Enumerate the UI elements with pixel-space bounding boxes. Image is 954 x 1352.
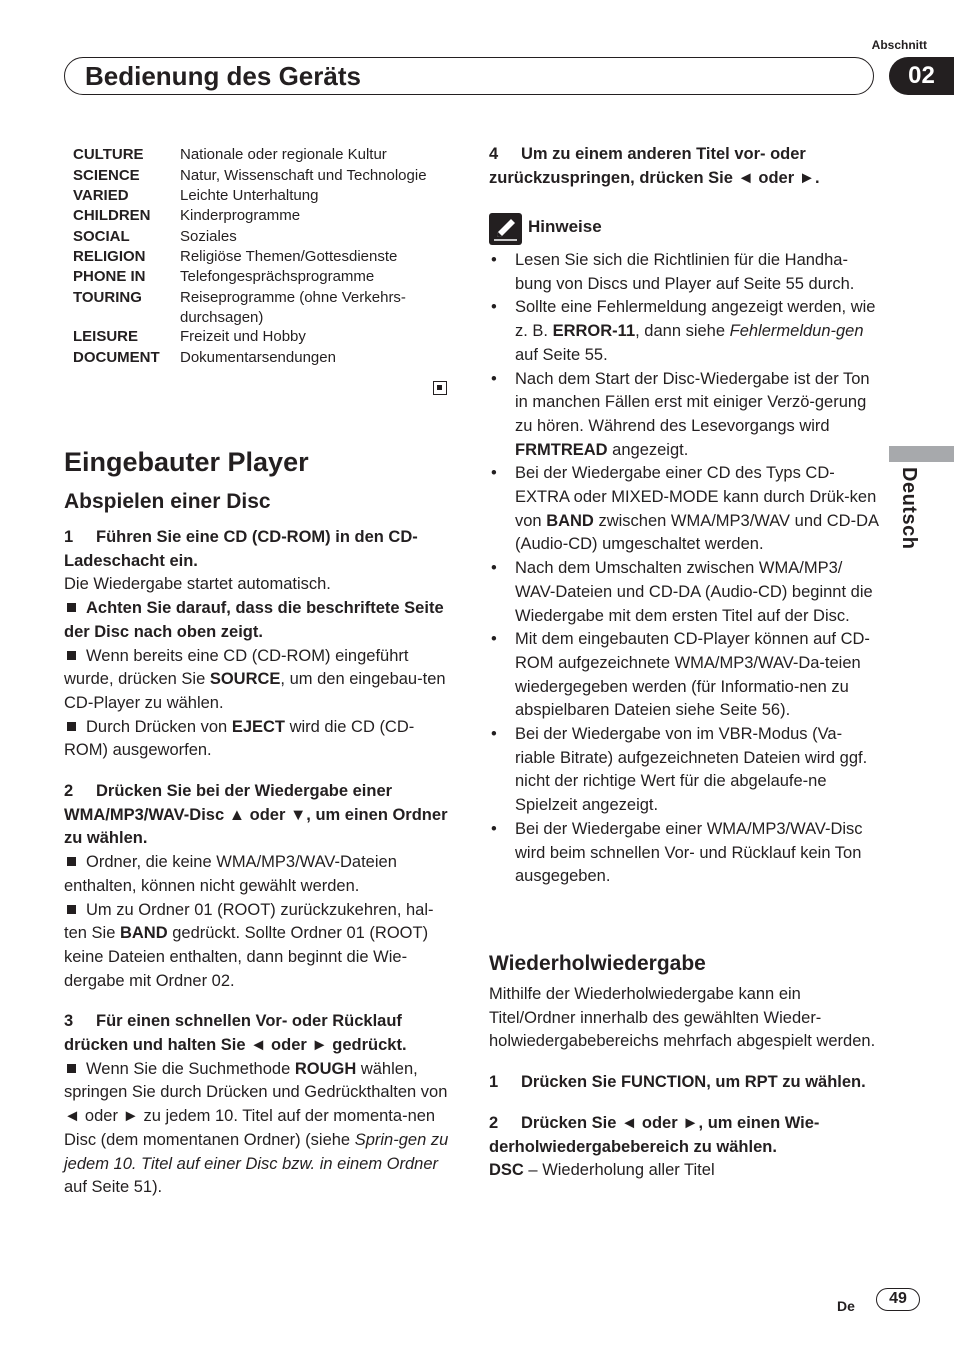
- repeat-step-2: [489, 1112, 881, 1159]
- step-text: Für einen schnellen Vor- oder Rücklauf drücken und halten Sie ◄ oder ► gedrückt.: [64, 1012, 407, 1055]
- list-item: • Bei der Wiedergabe einer CD des Typs CD-EXTRA oder MIXED-MODE kann durch Drük-ken von BAND zwischen WMA/MP3/WAV und CD-DA (Audio-CD) umgeschaltet werden.: [489, 462, 881, 557]
- page-number: 49: [876, 1288, 920, 1311]
- list-item: • Nach dem Umschalten zwischen WMA/MP3/ WAV-Dateien und CD-DA (Audio-CD) beginnt die Wiedergabe mit dem ersten Titel auf der Disc.: [489, 557, 881, 628]
- list-item: • Mit dem eingebauten CD-Player können auf CD-ROM aufgezeichnete WMA/MP3/WAV-Da-teien wiedergegeben werden (für Informatio-nen zu abspielbaren Dateien siehe Seite 56).: [489, 628, 881, 723]
- genre-key: SCIENCE: [73, 167, 140, 184]
- list-item: • Lesen Sie sich die Richtlinien für die Handha-bung von Discs und Player auf Seite 55 durch.: [489, 249, 881, 296]
- genre-value: Soziales: [180, 228, 237, 245]
- step-2: [64, 780, 456, 851]
- step-text: Drücken Sie ◄ oder ►, um einen Wie-derholwiedergabebereich zu wählen.: [489, 1113, 820, 1156]
- subsection-title: Wiederholwiedergabe: [489, 952, 706, 975]
- step-text: Führen Sie eine CD (CD-ROM) in den CD-Ladeschacht ein.: [64, 528, 418, 570]
- genre-value: Reiseprogramme (ohne Verkehrs-durchsagen): [180, 289, 406, 326]
- genre-value: Freizeit und Hobby: [180, 328, 306, 345]
- right-column-top: [489, 143, 881, 190]
- step-1-desc: Die Wiedergabe startet automatisch.: [64, 575, 331, 594]
- note-pencil-icon: [489, 213, 522, 245]
- note-item: Um zu Ordner 01 (ROOT) zurückzukehren, hal-ten Sie BAND gedrückt. Sollte Ordner 01 (ROOT) keine Dateien enthalten, dann beginnt die Wie-dergabe mit Ordner 02.: [64, 900, 434, 990]
- genre-value: Leichte Unterhaltung: [180, 187, 319, 204]
- genre-key: DOCUMENT: [73, 349, 160, 366]
- section-title: Eingebauter Player: [64, 447, 309, 477]
- repeat-section: [489, 983, 881, 1183]
- step-number: 1: [489, 1073, 499, 1092]
- language-tab-bar: [889, 446, 954, 462]
- step-number: 1: [64, 528, 74, 546]
- subsection-title: Abspielen einer Disc: [64, 490, 271, 513]
- genre-key: TOURING: [73, 289, 142, 306]
- repeat-option: DSC – Wiederholung aller Titel: [489, 1161, 715, 1180]
- end-mark-icon: [433, 381, 447, 395]
- note-item: Ordner, die keine WMA/MP3/WAV-Dateien enthalten, können nicht gewählt werden.: [64, 853, 397, 895]
- notes-title: Hinweise: [528, 217, 602, 236]
- list-item: • Bei der Wiedergabe von im VBR-Modus (Va-riable Bitrate) aufgezeichneten Dateien wird ggf. nicht der richtige Wert für die abgelaufe-ne Spielzeit angezeigt.: [489, 723, 881, 818]
- square-bullet-icon: [67, 722, 76, 731]
- genre-value: Telefongesprächsprogramme: [180, 268, 375, 285]
- list-item: • Sollte eine Fehlermeldung angezeigt werden, wie z. B. ERROR-11, dann siehe Fehlermeldun-gen auf Seite 55.: [489, 296, 881, 367]
- genre-key: VARIED: [73, 187, 129, 204]
- note-item: Achten Sie darauf, dass die beschriftete Seite der Disc nach oben zeigt.: [64, 599, 444, 641]
- step-text: Drücken Sie bei der Wiedergabe einer WMA/MP3/WAV-Disc ▲ oder ▼, um einen Ordner zu wählen.: [64, 782, 448, 848]
- repeat-step-1: [489, 1071, 881, 1095]
- genre-key: RELIGION: [73, 248, 146, 265]
- genre-value: Natur, Wissenschaft und Technologie: [180, 167, 427, 184]
- genre-key: PHONE IN: [73, 268, 146, 285]
- step-number: 2: [64, 782, 74, 801]
- step-number: 4: [489, 145, 499, 163]
- note-item: Durch Drücken von EJECT wird die CD (CD-ROM) ausgeworfen.: [64, 717, 415, 760]
- square-bullet-icon: [67, 905, 76, 914]
- step-4: [489, 143, 881, 190]
- notes-list: [489, 249, 881, 889]
- step-1: [64, 526, 456, 573]
- square-bullet-icon: [67, 857, 76, 866]
- genre-value: Kinderprogramme: [180, 207, 301, 224]
- square-bullet-icon: [67, 603, 76, 612]
- genre-key: CHILDREN: [73, 207, 151, 224]
- list-item: • Bei der Wiedergabe einer WMA/MP3/WAV-Disc wird beim schnellen Vor- und Rücklauf kein Ton ausgegeben.: [489, 818, 881, 889]
- note-item: Wenn Sie die Suchmethode ROUGH wählen, springen Sie durch Drücken und Gedrückthalten von ◄ oder ► zu jedem 10. Titel auf der momenta-nen Disc (dem momentanen Ordner) (siehe Sprin-gen zu jedem 10. Titel auf einer Disc bzw. in einem Ordner auf Seite 51).: [64, 1059, 449, 1197]
- page-title: Bedienung des Geräts: [85, 61, 361, 91]
- footer-language: De: [837, 1298, 855, 1314]
- square-bullet-icon: [67, 651, 76, 660]
- genre-key: LEISURE: [73, 328, 139, 345]
- genre-value: Nationale oder regionale Kultur: [180, 146, 387, 163]
- list-item: • Nach dem Start der Disc-Wiedergabe ist der Ton in manchen Fällen erst mit einiger Verzö-gerung zu hören. Während des Lesevorgangs wird FRMTREAD angezeigt.: [489, 368, 881, 463]
- step-number: 2: [489, 1113, 499, 1132]
- square-bullet-icon: [67, 1064, 76, 1073]
- step-text: Um zu einem anderen Titel vor- oder zurückzuspringen, drücken Sie ◄ oder ►.: [489, 145, 820, 187]
- section-label: Abschnitt: [871, 38, 927, 52]
- genre-key: CULTURE: [73, 146, 144, 163]
- repeat-desc: Mithilfe der Wiederholwiedergabe kann ein Titel/Ordner innerhalb des gewählten Wieder-holwiedergabebereichs mehrfach abgespielt werden.: [489, 985, 876, 1051]
- genre-key: SOCIAL: [73, 228, 130, 245]
- note-item: Wenn bereits eine CD (CD-ROM) eingeführt wurde, drücken Sie SOURCE, um den eingebau-ten CD-Player zu wählen.: [64, 646, 446, 712]
- step-3: [64, 1010, 456, 1057]
- step-text: Drücken Sie FUNCTION, um RPT zu wählen.: [521, 1073, 866, 1092]
- genre-value: Religiöse Themen/Gottesdienste: [180, 248, 398, 265]
- chapter-badge: 02: [889, 57, 954, 95]
- language-tab-label: Deutsch: [898, 467, 920, 550]
- left-column: [64, 526, 456, 1200]
- genre-value: Dokumentarsendungen: [180, 349, 336, 366]
- step-number: 3: [64, 1012, 74, 1031]
